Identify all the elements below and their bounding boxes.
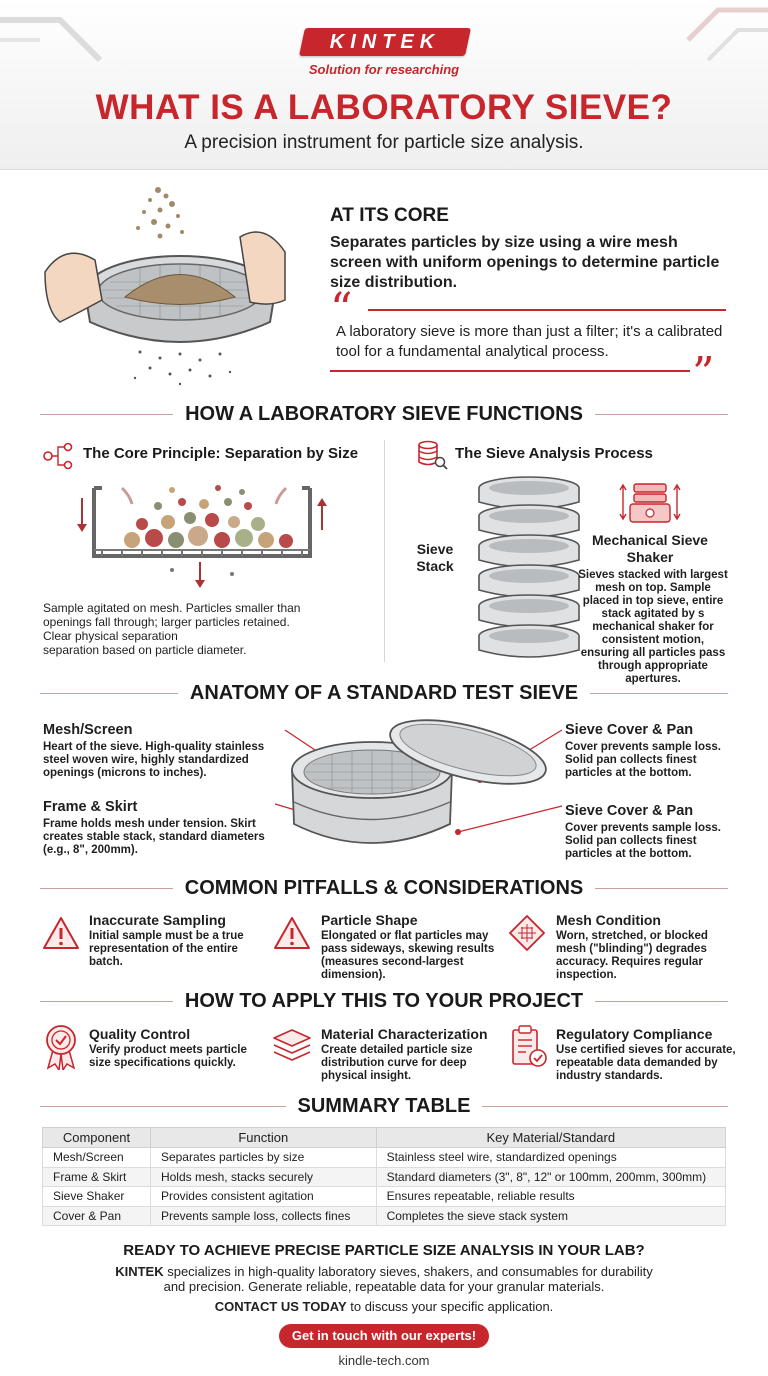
summary-section-heading [40,1095,728,1118]
summary-table [42,1127,726,1226]
table-row [43,1148,726,1168]
cta-heading: READY TO ACHIEVE PRECISE PARTICLE SIZE ANALYSIS IN YOUR LAB? [123,1242,645,1259]
apply-item-quality [89,1026,259,1070]
table-cell: Ensures repeatable, reliable results [376,1187,725,1207]
pitfall-text: Initial sample must be a true representation of the entire batch. [89,930,244,968]
website-link[interactable]: kindle-tech.com [338,1353,430,1368]
functions-heading: HOW A LABORATORY SIEVE FUNCTIONS [185,403,583,425]
anatomy-cover-block-1 [565,722,745,780]
cta-body-line-2: and precision. Generate reliable, repeatable data for your granular materials. [163,1279,605,1294]
brand-tagline: Solution for researching [308,62,460,77]
quote-close-mark: ” [692,348,715,399]
anatomy-section-heading [40,682,728,705]
table-cell: Prevents sample loss, collects fines [150,1206,376,1226]
core-description: Separates particles by size using a wire mesh screen with uniform openings to determine particle size distribution. [330,234,720,291]
pitfall-item-sampling [89,912,264,969]
cta-body-line-1 [40,1264,728,1279]
apply-title: Regulatory Compliance [556,1026,713,1042]
principle-text-line: openings fall through; larger particles retained. [43,615,290,629]
apply-title: Material Characterization [321,1026,488,1042]
column-header: Function [150,1128,376,1148]
functions-divider [384,440,385,662]
sieve-shaker-icon [618,480,682,526]
pitfalls-section-heading [40,877,728,900]
cta-body-text-1: specializes in high-quality laboratory sieves, shakers, and consumables for durability [167,1264,653,1279]
database-search-icon [416,440,448,470]
apply-text: Verify product meets particle size specifications quickly. [89,1044,247,1069]
table-row [43,1187,726,1207]
pitfall-title: Mesh Condition [556,912,661,928]
apply-item-material [321,1026,501,1083]
principle-title: The Core Principle: Separation by Size [83,445,359,462]
cover-title-2: Sieve Cover & Pan [565,803,694,819]
table-cell: Sieve Shaker [43,1187,151,1207]
table-row [43,1167,726,1187]
kintek-logo[interactable]: KINTEK [329,31,441,53]
pitfall-item-mesh [556,912,741,982]
pitfall-title: Particle Shape [321,912,418,928]
mesh-warning-icon [508,914,546,952]
principle-text-line: separation based on particle diameter. [43,643,247,657]
quote-rule-top [368,309,726,311]
table-cell: Separates particles by size [150,1148,376,1168]
contact-experts-button[interactable]: Get in touch with our experts! [279,1324,489,1348]
cta-contact-line [0,1299,768,1314]
cover-text-2: Cover prevents sample loss. Solid pan collects finest particles at the bottom. [565,822,721,860]
mesh-text: Heart of the sieve. High-quality stainless steel woven wire, highly standardized openings (microns to inches). [43,741,265,779]
column-header: Key Material/Standard [376,1128,725,1148]
apply-section-heading [40,990,728,1013]
shaker-label: Mechanical Sieve Shaker [592,532,708,565]
award-ribbon-icon [44,1024,78,1070]
apply-text: Create detailed particle size distribution curve for deep physical insight. [321,1044,473,1082]
table-row [43,1206,726,1226]
table-cell: Mesh/Screen [43,1148,151,1168]
cta-contact-bold: CONTACT US TODAY [214,1299,347,1314]
mesh-title: Mesh/Screen [43,722,133,738]
test-sieve-illustration [240,712,570,862]
frame-title: Frame & Skirt [43,799,138,815]
table-cell: Frame & Skirt [43,1167,151,1187]
cta-body [40,1264,728,1294]
apply-heading: HOW TO APPLY THIS TO YOUR PROJECT [184,990,584,1012]
pitfall-text: Worn, stretched, or blocked mesh ("blinding") degrades accuracy. Requires regular inspection. [556,930,708,981]
core-quote: A laboratory sieve is more than just a filter; it's a calibrated tool for a fundamental analytical process. [336,323,723,360]
cta-brand-word: KINTEK [115,1264,164,1279]
principle-text-line: Clear physical separation [43,629,178,643]
table-cell: Completes the sieve stack system [376,1206,725,1226]
pitfalls-heading: COMMON PITFALLS & CONSIDERATIONS [184,877,584,899]
anatomy-frame-block [43,799,273,857]
pitfall-item-shape [321,912,496,982]
apply-title: Quality Control [89,1026,191,1042]
checklist-icon [510,1024,548,1070]
frame-text: Frame holds mesh under tension. Skirt creates stable stack, standard diameters (e.g., 8", 200mm). [43,818,265,856]
separation-diagram [72,478,332,594]
page-subtitle: A precision instrument for particle size analysis. [184,132,584,153]
warning-triangle-icon [273,916,311,950]
principle-text [43,601,373,657]
hands-holding-sieve-illustration [40,182,290,392]
table-cell: Cover & Pan [43,1206,151,1226]
warning-triangle-icon [42,916,80,950]
apply-text: Use certified sieves for accurate, repeatable data demanded by industry standards. [556,1044,736,1082]
layers-icon [272,1028,312,1064]
cover-text-1: Cover prevents sample loss. Solid pan collects finest particles at the bottom. [565,741,721,779]
table-cell: Standard diameters (3", 8", 12" or 100mm, 200mm, 300mm) [376,1167,725,1187]
anatomy-cover-block-2 [565,803,745,861]
hierarchy-icon [42,442,76,470]
cta-contact-rest: to discuss your specific application. [350,1299,554,1314]
page-title: WHAT IS A LABORATORY SIEVE? [95,88,673,127]
summary-heading: SUMMARY TABLE [297,1095,471,1117]
sieve-stack-illustration [474,474,584,666]
process-text: Sieves stacked with largest mesh on top. Sample placed in top sieve, entire stack agitated by s mechanical shaker for consistent motion, ensuring all particles pass through appropriate apertures. [578,569,728,685]
quote-rule-bottom [330,370,690,372]
functions-section-heading [40,403,728,426]
apply-item-regulatory [556,1026,741,1083]
table-header-row [43,1128,726,1148]
quote-open-mark: “ [330,284,353,335]
pitfall-title: Inaccurate Sampling [89,912,226,928]
cover-title-1: Sieve Cover & Pan [565,722,694,738]
table-cell: Stainless steel wire, standardized openings [376,1148,725,1168]
pitfall-text: Elongated or flat particles may pass sideways, skewing results (measures second-largest dimension). [321,930,495,981]
table-cell: Provides consistent agitation [150,1187,376,1207]
process-title: The Sieve Analysis Process [455,445,653,462]
column-header: Component [43,1128,151,1148]
table-cell: Holds mesh, stacks securely [150,1167,376,1187]
principle-text-line: Sample agitated on mesh. Particles smaller than [43,601,301,615]
sieve-stack-label: Sieve Stack [416,541,454,574]
anatomy-heading: ANATOMY OF A STANDARD TEST SIEVE [189,682,579,704]
core-heading: AT ITS CORE [330,205,449,226]
